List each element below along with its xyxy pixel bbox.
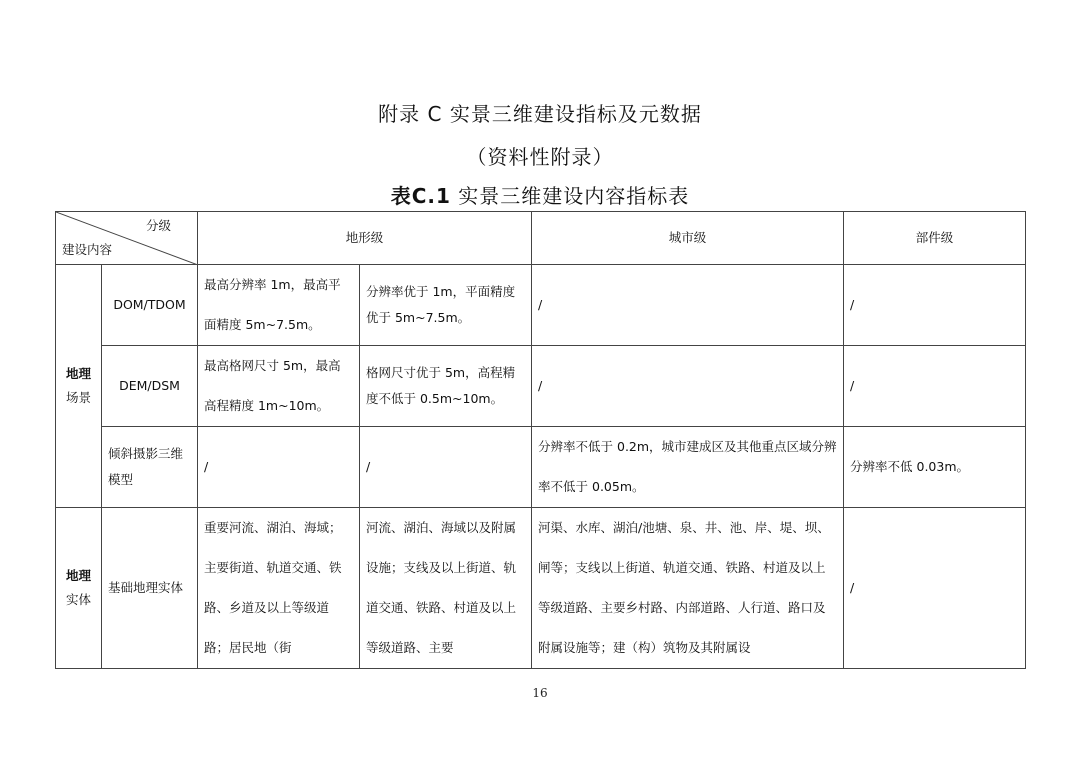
spec-cell: 最高格网尺寸 5m，最高高程精度 1m~10m。 xyxy=(198,346,360,427)
appendix-note: （资料性附录） xyxy=(466,145,614,169)
spec-cell: 最高分辨率 1m，最高平面精度 5m~7.5m。 xyxy=(198,265,360,346)
item-cell: DEM/DSM xyxy=(102,346,198,427)
category-cell-geo-entity xyxy=(56,508,102,669)
spec-cell: / xyxy=(360,427,532,508)
spec-cell xyxy=(198,508,360,669)
spec-cell xyxy=(360,508,532,669)
spec-cell: / xyxy=(844,265,1026,346)
page-number: 16 xyxy=(532,686,548,700)
item-cell: DOM/TDOM xyxy=(102,265,198,346)
category-line: 实体 xyxy=(65,592,91,607)
spec-cell: 分辨率优于 1m，平面精度优于 5m~7.5m。 xyxy=(360,265,532,346)
spec-cell: 格网尺寸优于 5m，高程精度不低于 0.5m~10m。 xyxy=(360,346,532,427)
item-cell: 倾斜摄影三维模型 xyxy=(102,427,198,508)
indicator-table xyxy=(55,211,1026,669)
category-line: 场景 xyxy=(65,390,91,405)
spec-cell: / xyxy=(844,346,1026,427)
spec-cell: / xyxy=(532,346,844,427)
spec-cell: 分辨率不低于 0.2m，城市建成区及其他重点区域分辨率不低于 0.05m。 xyxy=(532,427,844,508)
header-terrain-level: 地形级 xyxy=(198,212,532,265)
appendix-title: 附录 C 实景三维建设指标及元数据 xyxy=(378,102,702,126)
category-cell-geo-scene xyxy=(56,265,102,508)
header-city-level: 城市级 xyxy=(532,212,844,265)
spec-cell: / xyxy=(532,265,844,346)
table-title xyxy=(0,180,1080,209)
spec-cell-text: 河渠、水库、湖泊/池塘、泉、井、池、岸、堤、坝、闸等；支线以上街道、轨道交通、铁路、村道及以上等级道路、主要乡村路、内部道路、人行道、路口及附属设施等；建（构）筑物及其附属设 xyxy=(538,520,830,655)
table-title-text: 实景三维建设内容指标表 xyxy=(450,184,690,208)
table-row xyxy=(56,508,1026,669)
spec-cell: / xyxy=(844,508,1026,669)
header-component-level: 部件级 xyxy=(844,212,1026,265)
item-cell: 基础地理实体 xyxy=(102,508,198,669)
corner-label-grade: 分级 xyxy=(145,218,171,233)
spec-cell: 分辨率不低 0.03m。 xyxy=(844,427,1026,508)
table-row xyxy=(56,265,1026,346)
spec-cell-text: 重要河流、湖泊、海域；主要街道、轨道交通、铁路、乡道及以上等级道路；居民地（街 xyxy=(204,520,342,655)
spec-cell: / xyxy=(198,427,360,508)
table-header-row xyxy=(56,212,1026,265)
spec-cell xyxy=(532,508,844,669)
table-row xyxy=(56,427,1026,508)
category-line: 地理 xyxy=(65,568,91,583)
spec-cell-text: 河流、湖泊、海域以及附属设施；支线及以上街道、轨道交通、铁路、村道及以上等级道路、主要 xyxy=(366,520,517,655)
corner-label-content: 建设内容 xyxy=(62,242,113,257)
category-line: 地理 xyxy=(65,366,91,381)
corner-header-cell xyxy=(56,212,198,265)
table-row xyxy=(56,346,1026,427)
table-title-number: 表C.1 xyxy=(390,184,451,208)
